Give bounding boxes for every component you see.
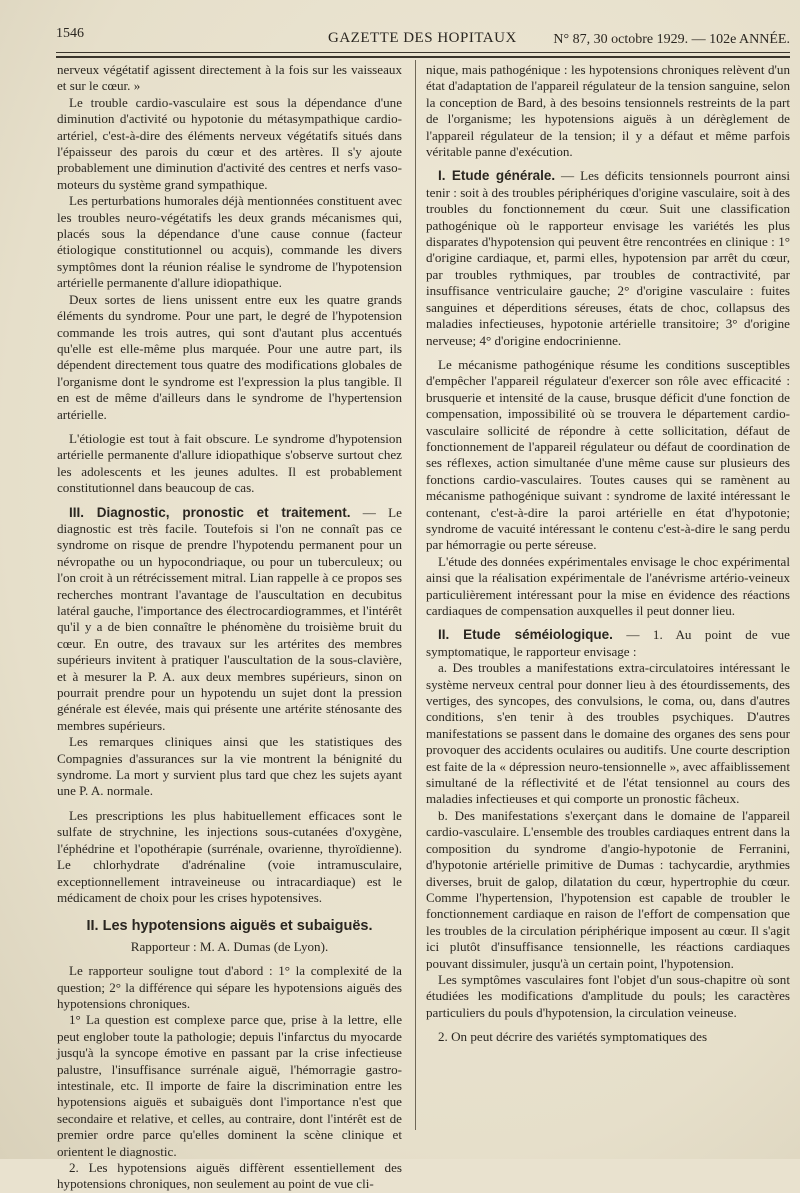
subsection-title: II. Etude séméiologique. (438, 627, 613, 643)
paragraph: Le trouble cardio-vasculaire est sous la dépendance d'une diminution d'activité ou hypotonie du métasympathique cardio-artériel, c'est-à-dire des éléments nerveux végétatifs situés dans l'épaisseur des parois du cœur et des artères. Il s'y ajoute probablement une diminution d'activité des centres et nerfs vaso-moteurs du système grand sympathique. (57, 94, 402, 192)
page-number: 1546 (56, 26, 84, 41)
paragraph: b. Des manifestations s'exerçant dans le domaine de l'appareil cardio-vasculaire. L'ensemble des troubles cardiaques entrent dans la composition du syndrome d'angio-hypotonie de Ferranini, d'hypotonie artérielle primitive de Dumas : tachycardie, arythmies diverses, bruit de galop, dilatation du cœur, hypertrophie du cœur. Comme l'hypertension, l'hypotension est capable de troubler le fonctionnement cardiaque en raison de l'effort de compensation que les troubles de la circulation périphérique imposent au cœur. Il s'agit ici plutôt d'insuffisance tensionnelle, les réactions cardiaques pouvant dissimuler, jusqu'à un certain point, l'hypotension. (426, 807, 790, 971)
paragraph: nerveux végétatif agissent directement à la fois sur les vaisseaux et sur le cœur. » (57, 62, 402, 94)
paragraph: L'étude des données expérimentales envisage le choc expérimental ainsi que la réalisation expérimentale de l'anévrisme artério-veineux particulièrement intéressant pour la mise en évidence des réactions cardiaques de compensation auxquelles il peut donner lieu. (426, 553, 790, 618)
paragraph: 2. On peut décrire des variétés symptomatiques des (438, 1029, 708, 1045)
paragraph-etude-generale (426, 168, 790, 348)
section-title: II. Les hypotensions aiguës et subaiguës. (86, 918, 373, 935)
paragraph: nique, mais pathogénique : les hypotensions chroniques relèvent d'un état d'adaptation de l'appareil régulateur de la tension sanguine, selon la conception de Bard, à des besoins tensionnels restreints de la part de l'organisme; les hypotensions aiguës à un dérèglement de l'appareil régulateur de la tension; il y a défaut et même parfois véritable panne d'exécution. (426, 62, 790, 160)
header-rule (56, 52, 790, 53)
paragraph-diagnostic (57, 505, 402, 735)
subsection-title: III. Diagnostic, pronostic et traitement. (69, 504, 351, 520)
paragraph-text: — Les déficits tensionnels pourront ainsi tenir : soit à des troubles périphériques d'origine vasculaire, soit à des troubles du fonctionnement du cœur. Suit une classification pathogénique où le rapporteur envisage les variétés les plus disparates d'hypotension qui peuvent être rencontrées en clinique : 1° d'origine cardiaque, et, parmi elles, hypotension par arrêt du cœur, par troubles rythmiques, par troubles de contractivité, par insuffisance ventriculaire gauche; 2° d'origine vasculaire : fuites sanguines et déperditions séreuses, états de choc, collapsus des maladies infectieuses, hypotonie artérielle transitoire; 3° d'origine nerveuse; 4° d'origine endocrinienne. (426, 168, 790, 348)
paragraph: Le mécanisme pathogénique résume les conditions susceptibles d'empêcher l'appareil régulateur d'exercer son rôle avec efficacité : brusquerie et intensité de la cause, brusque déficit d'une fonction de compensation, impossibilité où se trouvera le département cardio-vasculaire sollicité de répondre à cette sollicitation, défaut de fonctionnement de l'appareil régulateur ou défaut de coordination de ses réflexes, action simultanée d'une même cause sur plusieurs des fonctions cardio-vasculaires. Toutes causes qui se ramènent au mécanisme pathogénique suivant : syndrome de laxité intéressant le contenant, c'est-à-dire la paroi artérielle en état d'hypotonie; syndrome de vacuité intéressant le contenu c'est-à-dire le sang perdu par hémorragie ou perte séreuse. (426, 356, 790, 553)
paragraph-text: — 1. Au point de vue symptomatique, le rapporteur envisage : (426, 627, 790, 659)
paragraph: 2. Les hypotensions aiguës diffèrent essentiellement des hypotensions chroniques, non seulement au point de vue cli- (57, 1160, 402, 1192)
page-header (56, 26, 790, 50)
paragraph: a. Des troubles a manifestations extra-circulatoires intéressant le système nerveux central pour donner lieu à des étourdissements, des vertiges, des syncopes, des convulsions, le coma, ou, dans d'autres conditions, s'en tenir à des troubles psychiques. D'autres manifestations se passent dans le domaine des organes des sens pour provoquer des accidents oculaires ou auditifs. Une courte description est faite de la « dépression neuro-tensionnelle », avec affaiblissement simultané de la réflectivité et de l'état tensionnel au cours des maladies infectieuses et qui comporte un pronostic fâcheux. (426, 660, 790, 807)
paragraph: Le rapporteur souligne tout d'abord : 1° la complexité de la question; 2° la différence qui sépare les hypotensions aiguës des hypotensions chroniques. (57, 963, 402, 1011)
subsection-title: I. Etude générale. (438, 168, 556, 184)
left-column (57, 62, 402, 1193)
paragraph: Les perturbations humorales déjà mentionnées constituent avec les troubles neuro-végétatifs les deux grands mécanismes qui, placés sous la dépendance d'une cause connue (facteur étiologique constitutionnel ou acquis), commande les divers symptômes dont la réunion réalise le syndrome de l'hypotension artérielle permanente d'allure idiopathique. (57, 193, 402, 291)
paragraph: Les remarques cliniques ainsi que les statistiques des Compagnies d'assurances sur la vie montrent la bénignité du syndrome. La mort y survient plus tard que chez les sujets ayant une P. A. normale. (57, 734, 402, 799)
paragraph-text: — Le diagnostic est très facile. Toutefois si l'on ne connaît pas ce syndrome on risque de prendre l'hypotendu permanent pour un névropathe ou un hypocondriaque, ou pour un tuberculeux; ou l'on croit à un rétrécissement mitral. Lian rappelle à ce propos ses recherches montrant l'avantage de l'auscultation en decubitus latéral gauche, l'importance des électrocardiogrammes, et l'intérêt qu'il y a de bien connaître le phénomène du troisième bruit du cœur. En outre, des travaux sur les artérites des membres supérieurs invitent à pratiquer l'auscultation de la sous-clavière, et à mesurer la P. A. aux deux membres supérieurs, sinon on pourrait prendre pour un hypotendu un sujet dont la pression générale est élevée, mais qui présente une artérite sténosante des membres supérieurs. (57, 504, 402, 733)
paragraph-etude-semeiologique (426, 627, 790, 660)
issue-info: N° 87, 30 octobre 1929. — 102e ANNÉE. (553, 32, 790, 47)
paragraph: Deux sortes de liens unissent entre eux les quatre grands éléments du syndrome. Pour une part, le degré de l'hypotension commande les trois autres, qui sont d'autant plus accentués qu'elle est elle-même plus marquée. Pour une autre part, ils dépendent directement tous quatre des modifications globales de l'organisme dont le syndrome est l'expression la plus tangible. Il en est de même d'ailleurs dans le syndrome de l'hypertension artérielle. (57, 291, 402, 422)
column-divider (415, 60, 416, 1130)
paragraph: 1° La question est complexe parce que, prise à la lettre, elle peut englober toute la pathologie; depuis l'infarctus du myocarde jusqu'à la syncope émotive en passant par la crise infectieuse palustre, l'insuffisance surrénale aiguë, l'hémorragie gastro-intestinale, etc. Il importe de faire la discrimination entre les hypotensions aiguës et subaiguës dont l'importance n'est que secondaire et relative, et celles, au contraire, dont l'intérêt est de premier ordre parce qu'elles dominent la scène clinique et orientent le diagnostic. (57, 1012, 402, 1159)
paragraph: Les prescriptions les plus habituellement efficaces sont le sulfate de strychnine, les injections sous-cutanées d'oxygène, l'éphédrine et l'opothérapie (surrénale, ovarienne, thyroïdienne). Le chlorhydrate d'adrénaline (voie intramusculaire, exceptionnellement intraveineuse ou intracardiaque) est le médicament de choix pour les crises hypotensives. (57, 807, 402, 905)
byline: Rapporteur : M. A. Dumas (de Lyon). (130, 938, 329, 954)
header-rule-thick (56, 56, 790, 58)
journal-title: GAZETTE DES HOPITAUX (328, 30, 517, 46)
paragraph: L'étiologie est tout à fait obscure. Le syndrome d'hypotension artérielle permanente d'allure idiopathique s'observe surtout chez les adolescents et les jeunes adultes. Il est probablement constitutionnel dans beaucoup de cas. (57, 430, 402, 496)
right-column (426, 62, 790, 1046)
paragraph: Les symptômes vasculaires font l'objet d'un sous-chapitre où sont étudiées les modifications d'amplitude du pouls; les caractères particuliers du pouls d'hypotension, la circulation veineuse. (426, 971, 790, 1020)
